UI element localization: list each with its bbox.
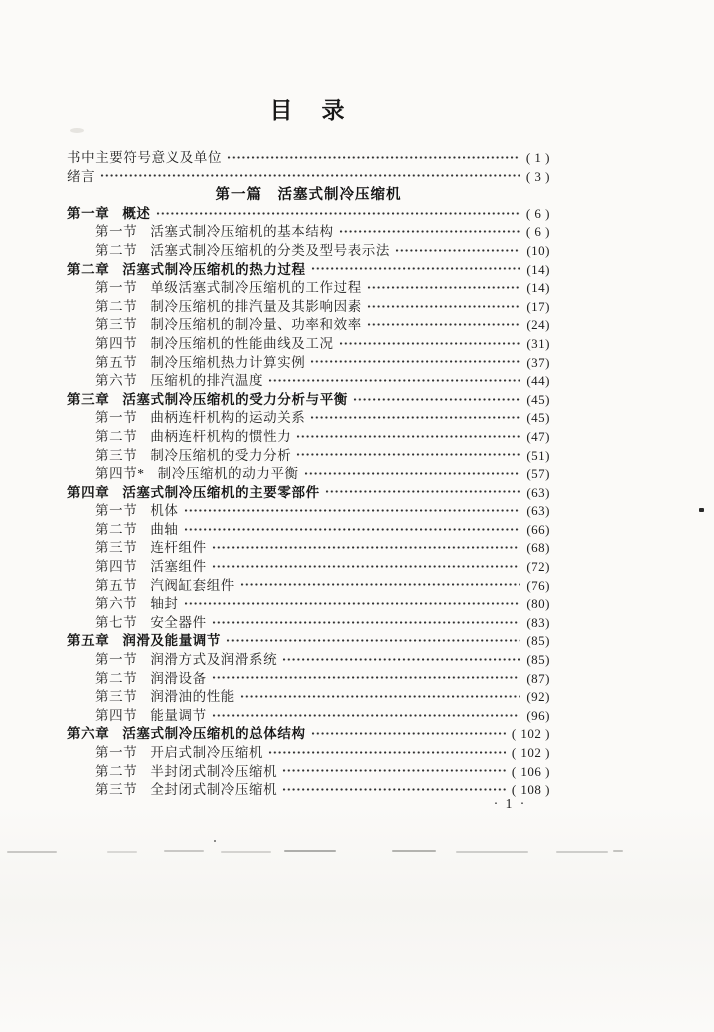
toc-row: [67, 648, 550, 667]
toc-row-page: ( 102 ): [511, 726, 550, 742]
toc-row-title: 能量调节: [150, 707, 207, 723]
toc-row: [67, 611, 550, 630]
toc-row-page: (68): [526, 540, 550, 556]
toc-list: [67, 146, 550, 797]
toc-row-label: 第一节: [95, 503, 138, 519]
toc-row-title: 制冷压缩机的受力分析: [150, 447, 292, 463]
toc-row-page: (47): [526, 428, 550, 444]
toc-row-label: 第五节: [95, 577, 138, 593]
toc-leader-dots: [296, 434, 520, 439]
toc-row-page: (45): [526, 391, 550, 407]
toc-row: [67, 220, 550, 239]
toc-row-page: ( 6 ): [525, 205, 550, 221]
toc-row-title: 单级活塞式制冷压缩机的工作过程: [150, 280, 362, 296]
toc-row-page: (76): [526, 577, 550, 593]
toc-row-title: 制冷压缩机热力计算实例: [150, 354, 306, 370]
toc-row: [67, 760, 550, 779]
toc-row-label: 第三节: [95, 317, 138, 333]
toc-row: [67, 574, 550, 593]
scan-streak: [107, 851, 137, 853]
toc-row: [67, 351, 550, 370]
toc-row: [67, 146, 550, 165]
toc-row-page: ( 108 ): [511, 782, 550, 798]
toc-row-title: 活塞式制冷压缩机的总体结构: [122, 726, 306, 742]
page-title: 目 录: [269, 98, 348, 123]
toc-leader-dots: [367, 304, 521, 309]
toc-row: [67, 536, 550, 555]
toc-leader-dots: [240, 582, 520, 587]
toc-row: [67, 276, 550, 295]
toc-row-page: (96): [526, 707, 550, 723]
toc-row-page: (80): [526, 596, 550, 612]
toc-row-title: 活塞式制冷压缩机的分类及型号表示法: [150, 242, 391, 258]
toc-row-page: (14): [526, 280, 550, 296]
toc-leader-dots: [282, 768, 506, 773]
scan-streak: [613, 850, 623, 852]
toc-row-page: (92): [526, 689, 550, 705]
toc-leader-dots: [212, 675, 521, 680]
scan-streak: [284, 850, 336, 852]
toc-leader-dots: [184, 508, 521, 513]
toc-leader-dots: [395, 248, 520, 253]
toc-row-page: (83): [526, 614, 550, 630]
scan-streak: [7, 851, 57, 853]
toc-row: [67, 704, 550, 723]
toc-row-title: 机体: [150, 503, 179, 519]
toc-leader-dots: [311, 731, 506, 736]
toc-leader-dots: [226, 638, 520, 643]
toc-row: [67, 555, 550, 574]
scan-streak: [456, 851, 528, 853]
toc-row-page: (37): [526, 354, 550, 370]
toc-row: [67, 462, 550, 481]
toc-row-page: (57): [526, 466, 550, 482]
toc-row-title: 润滑设备: [150, 670, 207, 686]
toc-row-page: (31): [526, 335, 550, 351]
toc-row-title: 润滑油的性能: [150, 689, 235, 705]
toc-row: [67, 369, 550, 388]
toc-leader-dots: [212, 620, 521, 625]
toc-row: [67, 629, 550, 648]
toc-row-page: ( 3 ): [525, 168, 550, 184]
toc-row-title: 曲柄连杆机构的惯性力: [150, 428, 292, 444]
toc-row-page: (72): [526, 559, 550, 575]
toc-row-page: (10): [526, 242, 550, 258]
toc-row-label: 第四节: [95, 707, 138, 723]
toc-leader-dots: [212, 545, 521, 550]
toc-row-label: 第一章: [67, 205, 110, 221]
toc-row-title: 汽阀缸套组件: [150, 577, 235, 593]
toc-row-label: 第二节: [95, 521, 138, 537]
toc-leader-dots: [353, 397, 520, 402]
toc-row-label: 第四节*: [95, 466, 145, 482]
toc-row-title: 制冷压缩机的动力平衡: [157, 466, 299, 482]
toc-row-page: ( 106 ): [511, 763, 550, 779]
toc-row-label: 第一节: [95, 745, 138, 760]
toc-row-title: 曲轴: [150, 521, 179, 537]
toc-row-label: 第三节: [95, 782, 138, 798]
toc-leader-dots: [268, 750, 506, 755]
toc-row: [67, 239, 550, 258]
toc-row-title: 活塞组件: [150, 559, 207, 575]
toc-leader-dots: [212, 713, 521, 718]
toc-row: [67, 741, 550, 760]
toc-row-page: (85): [526, 652, 550, 668]
toc-row-label: 第二节: [95, 670, 138, 686]
toc-row-page: (24): [526, 317, 550, 333]
toc-row-label: 第四章: [67, 484, 110, 500]
toc-row: [67, 592, 550, 611]
toc-row: [67, 499, 550, 518]
toc-row: [67, 481, 550, 500]
toc-row: [67, 258, 550, 277]
toc-part-heading: [67, 183, 550, 202]
toc-row-label: 第一节: [95, 224, 138, 240]
toc-row-page: (63): [526, 503, 550, 519]
toc-row-title: 制冷压缩机的性能曲线及工况: [150, 335, 334, 351]
toc-leader-dots: [339, 341, 521, 346]
toc-row-label: 第五章: [67, 633, 110, 649]
ink-speck: [214, 840, 216, 842]
toc-row-title: 概述: [122, 205, 151, 221]
toc-row: [67, 332, 550, 351]
toc-row-page: ( 102 ): [511, 745, 550, 760]
toc-row-page: (45): [526, 410, 550, 426]
toc-row-title: 绪言: [67, 168, 96, 184]
toc-row: [67, 295, 550, 314]
toc-row-title: 压缩机的排汽温度: [150, 373, 264, 389]
toc-row-page: (51): [526, 447, 550, 463]
toc-leader-dots: [339, 229, 520, 234]
toc-row: [67, 406, 550, 425]
toc-leader-dots: [310, 415, 520, 420]
toc-row-label: 第一节: [95, 280, 138, 296]
toc-leader-dots: [184, 527, 521, 532]
toc-row-title: 轴封: [150, 596, 179, 612]
toc-row-title: 制冷压缩机的制冷量、功率和效率: [150, 317, 362, 333]
toc-row-title: 活塞式制冷压缩机的主要零部件: [122, 484, 320, 500]
toc-row: [67, 778, 550, 797]
toc-row-label: 第二节: [95, 763, 138, 779]
toc-row-page: (44): [526, 373, 550, 389]
toc-leader-dots: [325, 489, 521, 494]
toc-row-label: 第六节: [95, 373, 138, 389]
toc-row-title: 半封闭式制冷压缩机: [150, 763, 278, 779]
toc-row-label: 第一节: [95, 410, 138, 426]
toc-row-page: (85): [526, 633, 550, 649]
scan-streak: [221, 851, 271, 853]
toc-row-title: 书中主要符号意义及单位: [67, 150, 223, 165]
toc-row: [67, 165, 550, 184]
toc-row-page: ( 6 ): [525, 224, 550, 240]
toc-row-label: 第六章: [67, 726, 110, 742]
toc-leader-dots: [282, 657, 520, 662]
toc-leader-dots: [282, 787, 506, 792]
toc-row: [67, 518, 550, 537]
toc-leader-dots: [156, 211, 520, 216]
toc-row: [67, 722, 550, 741]
toc-row-title: 曲柄连杆机构的运动关系: [150, 410, 306, 426]
toc-row-title: 全封闭式制冷压缩机: [150, 782, 278, 798]
toc-leader-dots: [311, 266, 521, 271]
toc-row-title: 润滑方式及润滑系统: [150, 652, 278, 668]
toc-row-page: (87): [526, 670, 550, 686]
toc-row: [67, 202, 550, 221]
toc-row: [67, 685, 550, 704]
toc-row: [67, 388, 550, 407]
toc-row-page: (63): [526, 484, 550, 500]
toc-row-title: 制冷压缩机的排汽量及其影响因素: [150, 298, 362, 314]
toc-row-page: (14): [526, 261, 550, 277]
toc-row-label: 第一节: [95, 652, 138, 668]
toc-row-label: 第三节: [95, 447, 138, 463]
toc-row-label: 第七节: [95, 614, 138, 630]
page-number-footer: · 1 ·: [493, 796, 527, 811]
toc-row-label: 第三章: [67, 391, 110, 407]
toc-leader-dots: [304, 471, 521, 476]
toc-row: [67, 425, 550, 444]
toc-row-title: 连杆组件: [150, 540, 207, 556]
toc-row-label: 第二节: [95, 298, 138, 314]
toc-row-page: ( 1 ): [525, 150, 550, 165]
toc-leader-dots: [296, 452, 520, 457]
scan-streak: [392, 850, 436, 852]
scan-smudge: [70, 128, 84, 133]
toc-row-title: 润滑及能量调节: [122, 633, 222, 649]
toc-row-label: 第四节: [95, 335, 138, 351]
toc-leader-dots: [212, 564, 521, 569]
toc-leader-dots: [184, 601, 521, 606]
toc-leader-dots: [100, 173, 520, 178]
toc-row-label: 第三节: [95, 689, 138, 705]
toc-row-title: 活塞式制冷压缩机的受力分析与平衡: [122, 391, 348, 407]
toc-row-title: 安全器件: [150, 614, 207, 630]
toc-leader-dots: [240, 694, 520, 699]
toc-row-label: 第二节: [95, 242, 138, 258]
toc-row-label: 第三节: [95, 540, 138, 556]
toc-row-label: 第四节: [95, 559, 138, 575]
toc-leader-dots: [268, 378, 520, 383]
toc-row-title: 开启式制冷压缩机: [150, 745, 264, 760]
ink-speck: [699, 508, 704, 512]
toc-row-title: 第一篇 活塞式制冷压缩机: [215, 187, 402, 204]
toc-row-title: 活塞式制冷压缩机的热力过程: [122, 261, 306, 277]
toc-row-label: 第六节: [95, 596, 138, 612]
toc-row-page: (66): [526, 521, 550, 537]
scan-streak: [164, 850, 204, 852]
toc-row: [67, 313, 550, 332]
toc-row-title: 活塞式制冷压缩机的基本结构: [150, 224, 334, 240]
toc-row: [67, 667, 550, 686]
toc-row-page: (17): [526, 298, 550, 314]
toc-row-label: 第二章: [67, 261, 110, 277]
toc-leader-dots: [310, 359, 520, 364]
toc-leader-dots: [227, 155, 520, 160]
toc-leader-dots: [367, 322, 521, 327]
toc-row-label: 第二节: [95, 428, 138, 444]
scan-streak: [556, 851, 608, 853]
toc-row-label: 第五节: [95, 354, 138, 370]
toc-leader-dots: [367, 285, 521, 290]
toc-row: [67, 444, 550, 463]
